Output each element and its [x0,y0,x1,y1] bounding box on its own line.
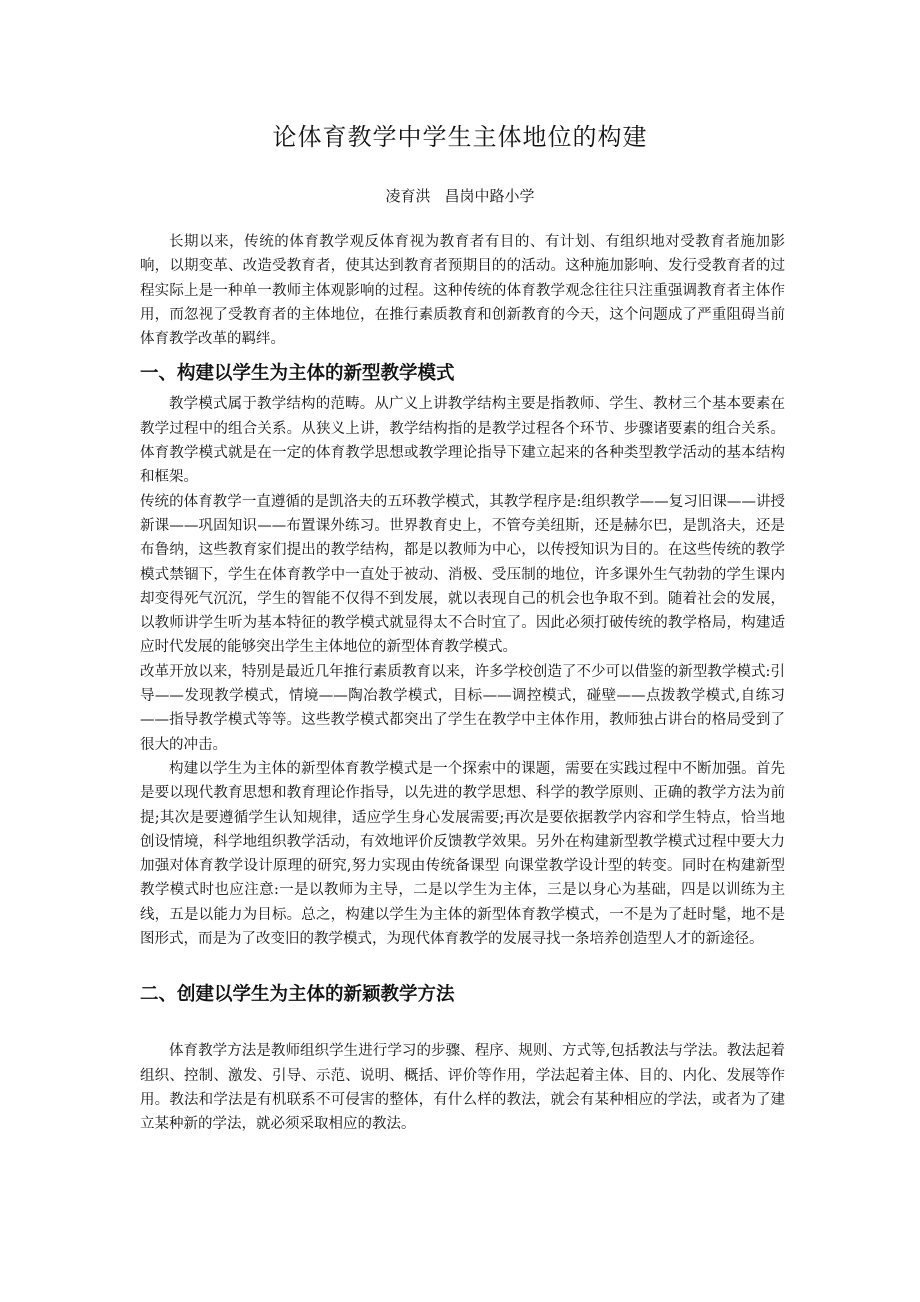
section2-paragraph-1: 体育教学方法是教师组织学生进行学习的步骤、程序、规则、方式等,包括教法与学法。教法起着组织、控制、激发、引导、示范、说明、概括、评价等作用，学法起着主体、目的、内化、发展等作用。教法和学法是有机联系不可侵害的整体，有什么样的教法，就会有某种相应的学法，或者为了建立某种新的学法，就必须采取相应的教法。 [140,1043,785,1133]
section1-paragraph-3: 改革开放以来，特别是最近几年推行素质教育以来，许多学校创造了不少可以借鉴的新型教学模式:引导——发现教学模式，情境——陶冶教学模式，目标——调控模式，碰壁——点拨教学模式,自练习——指导教学模式等等。这些教学模式都突出了学生在教学中主体作用，教师独占讲台的格局受到了很大的冲击。 [140,663,785,753]
author-name: 凌育洪 [385,187,431,205]
section-heading-2: 二、创建以学生为主体的新颖教学方法 [140,984,455,1006]
author-school: 昌岗中路小学 [444,187,535,205]
section1-paragraph-4: 构建以学生为主体的新型体育教学模式是一个探索中的课题，需要在实践过程中不断加强。首先是要以现代教育思想和教育理论作指导，以先进的教学思想、科学的教学原则、正确的教学方法为前提;其次是要遵循学生认知规律，适应学生身心发展需要;再次是要依据教学内容和学生特点，恰当地创设情境，科学地组织教学活动，有效地评价反馈教学效果。另外在构建新型教学模式过程中要大力加强对体育教学设计原理的研究,努力实现由传统备课型 向课堂教学设计型的转变。同时在构建新型教学模式时也应注意:一是以教师为主导，二是以学生为主体，三是以身心为基础，四是以训练为主线，五是以能力为目标。总之，构建以学生为主体的新型体育教学模式，一不是为了赶时髦，地不是图形式，而是为了改变旧的教学模式，为现代体育教学的发展寻找一条培养创造型人才的新途径。 [140,760,785,948]
section1-paragraph-2: 传统的体育教学一直遵循的是凯洛夫的五环教学模式，其教学程序是:组织教学——复习旧课——讲授新课——巩固知识——布置课外练习。世界教育史上，不管夸美纽斯，还是赫尔巴，是凯洛夫，还是布鲁纳，这些教育家们提出的教学结构，都是以教师为中心，以传授知识为目的。在这些传统的教学模式禁锢下，学生在体育教学中一直处于被动、消极、受压制的地位，许多课外生气勃勃的学生课内却变得死气沉沉，学生的智能不仅得不到发展，就以表现自己的机会也争取不到。随着社会的发展，以教师讲学生听为基本特征的教学模式就显得太不合时宜了。因此必须打破传统的教学格局，构建适应时代发展的能够突出学生主体地位的新型体育教学模式。 [140,493,785,656]
section1-paragraph-1: 教学模式属于教学结构的范畴。从广义上讲教学结构主要是指教师、学生、教材三个基本要素在教学过程中的组合关系。从狭义上讲，教学结构指的是教学过程各个环节、步骤诸要素的组合关系。体育教学模式就是在一定的体育教学思想或教学理论指导下建立起来的各种类型教学活动的基本结构和框架。 [140,396,785,486]
section-heading-1: 一、构建以学生为主体的新型教学模式 [140,363,455,385]
document-body [140,230,785,1137]
author-line [0,184,920,208]
intro-paragraph: 长期以来，传统的体育教学观反体育视为教育者有目的、有计划、有组织地对受教育者施加影响，以期变革、改造受教育者，使其达到教育者预期目的的活动。这种施加影响、发行受教育者的过程实际上是一种单一教师主体观影响的过程。这种传统的体育教学观念往往只注重强调教育者主体作用，而忽视了受教育者的主体地位，在推行素质教育和创新教育的今天，这个问题成了严重阻碍当前体育教学改革的羁绊。 [140,234,785,348]
document-title: 论体育教学中学生主体地位的构建 [272,123,648,151]
